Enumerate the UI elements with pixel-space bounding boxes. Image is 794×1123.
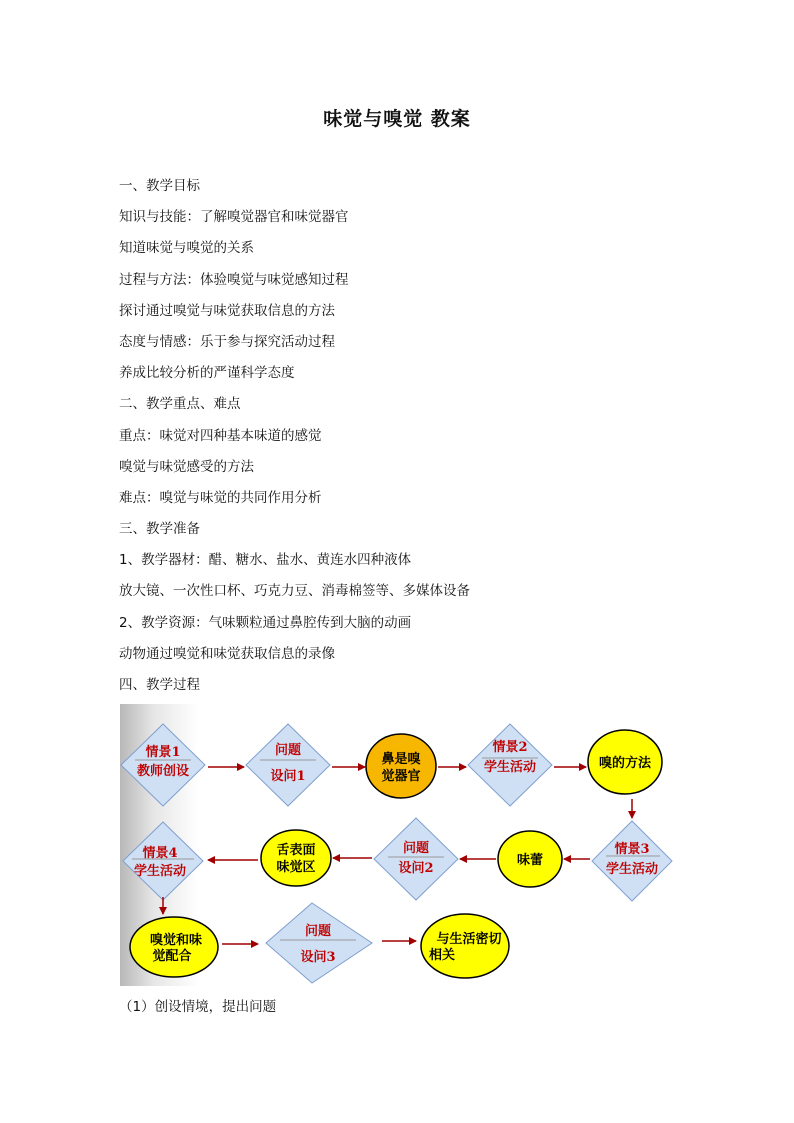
node-combine-line1: 嗅觉和味 (149, 933, 203, 948)
text-line: 过程与方法：体验嗅觉与味觉感知过程 (119, 271, 349, 288)
text-line: 知识与技能：了解嗅觉器官和味觉器官 (119, 209, 349, 226)
node-daily-life-circle (421, 914, 509, 978)
node-question1-label: 问题 (274, 743, 302, 758)
document-title: 味觉与嗅觉 教案 (323, 108, 471, 130)
node-scenario2-label: 情景2 (492, 740, 528, 755)
heading-process: 四、教学过程 (119, 677, 200, 693)
node-taste-bud-label: 味蕾 (516, 853, 544, 868)
node-question1-sub: 设问1 (270, 769, 306, 784)
text-line: 嗅觉与味觉感受的方法 (119, 458, 254, 475)
text-line: 探讨通过嗅觉与味觉获取信息的方法 (119, 302, 335, 319)
node-nose-organ-line2: 觉器官 (381, 769, 421, 784)
lesson-plan-body (119, 174, 470, 704)
node-scenario1-label: 情景1 (145, 745, 181, 760)
node-scenario3-sub: 学生活动 (605, 862, 659, 877)
heading-objectives: 一、教学目标 (119, 178, 200, 194)
text-line: 放大镜、一次性口杯、巧克力豆、消毒棉签等、多媒体设备 (119, 583, 470, 600)
node-smell-method-label: 嗅的方法 (598, 756, 652, 771)
node-tongue-area-line1: 舌表面 (276, 843, 316, 858)
node-tongue-area-circle (261, 830, 331, 886)
node-question2-label: 问题 (402, 841, 430, 856)
heading-key-points: 二、教学重点、难点 (119, 396, 241, 413)
node-scenario3-label: 情景3 (614, 842, 650, 857)
node-question3-sub: 设问3 (300, 950, 336, 965)
node-question2-sub: 设问2 (398, 861, 434, 876)
node-question3-label: 问题 (304, 924, 332, 939)
node-scenario1-sub: 教师创设 (136, 764, 190, 779)
node-taste-bud-circle (498, 831, 562, 887)
node-combine-line2: 觉配合 (152, 949, 192, 964)
node-nose-organ-line1: 鼻是嗅 (381, 752, 421, 767)
text-line: 难点：嗅觉与味觉的共同作用分析 (119, 489, 322, 506)
node-scenario4-sub: 学生活动 (133, 864, 187, 879)
node-scenario4-label: 情景4 (142, 846, 178, 861)
node-smell-method-circle (588, 730, 662, 794)
heading-preparation: 三、教学准备 (119, 521, 200, 538)
text-line: 动物通过嗅觉和味觉获取信息的录像 (119, 645, 335, 662)
node-scenario2-sub: 学生活动 (483, 760, 537, 775)
node-daily-life-line1: 与生活密切 (436, 932, 502, 947)
node-smell-taste-combine-circle (130, 917, 218, 977)
node-daily-life-line2: 相关 (428, 948, 456, 963)
text-line: 1、教学器材：醋、糖水、盐水、黄连水四种液体 (119, 552, 412, 569)
section-caption: （1）创设情境，提出问题 (119, 999, 277, 1015)
text-line: 知道味觉与嗅觉的关系 (119, 240, 254, 257)
text-line: 重点：味觉对四种基本味道的感觉 (119, 427, 322, 444)
text-line: 态度与情感：乐于参与探究活动过程 (119, 333, 335, 350)
text-line: 2、教学资源：气味颗粒通过鼻腔传到大脑的动画 (119, 614, 412, 631)
teaching-process-flowchart (120, 704, 680, 986)
node-tongue-area-line2: 味觉区 (276, 860, 316, 875)
node-nose-organ-circle (366, 734, 436, 798)
text-line: 养成比较分析的严谨科学态度 (119, 365, 295, 382)
